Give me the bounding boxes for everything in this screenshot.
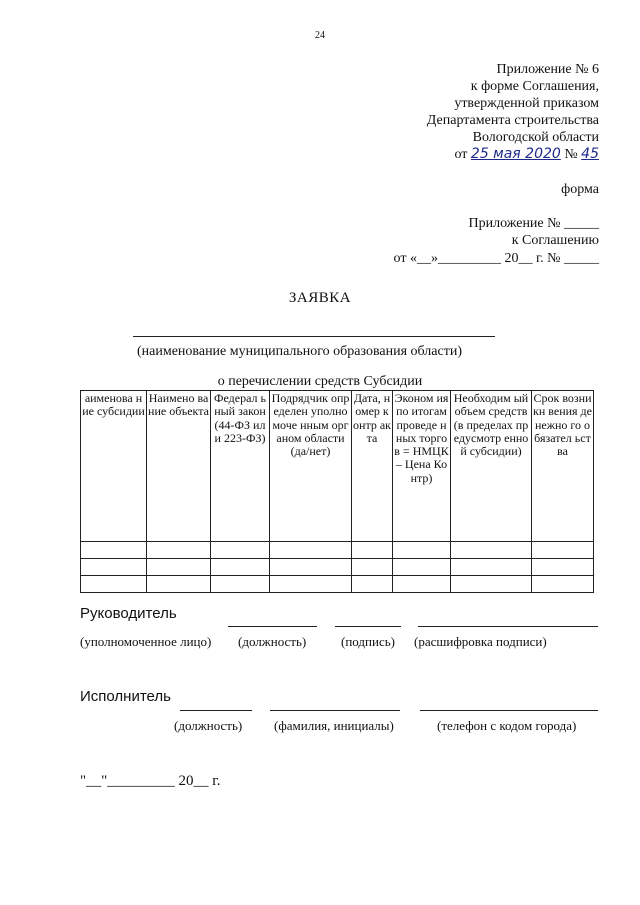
head-signature-line (335, 626, 401, 627)
table-row (81, 559, 594, 576)
head-position-line (228, 626, 317, 627)
head-caption-person: (уполномоченное лицо) (80, 634, 212, 649)
page-number: 24 (315, 30, 325, 41)
header-contractor: Подрядчик определен уполномоче нным органом области (да/нет) (270, 391, 352, 542)
header-savings: Эконом ия по итогам проведе нных торгов = НМЦК – Цена Контр) (393, 391, 451, 542)
municipality-line (133, 336, 495, 337)
executor-caption-position: (должность) (174, 718, 243, 733)
executor-caption-phone: (телефон с кодом города) (437, 718, 577, 733)
appendix-line-3: утвержденной приказом (454, 96, 599, 111)
head-label: Руководитель (80, 605, 177, 622)
header-required-funds: Необходим ый объем средств (в пределах предусмотр енной субсидии) (451, 391, 532, 542)
executor-phone-line (420, 710, 598, 711)
municipality-caption: (наименование муниципального образования области) (137, 344, 462, 359)
appendix2-line-2: к Соглашению (511, 233, 599, 248)
date-line: "__"_________ 20__ г. (80, 773, 221, 789)
head-caption-decoding: (расшифровка подписи) (414, 634, 547, 649)
table-header-row (81, 391, 594, 542)
executor-label: Исполнитель (80, 688, 171, 705)
number-sign: № (564, 147, 578, 162)
header-subsidy-name: аименова ние субсидии (81, 391, 147, 542)
header-obligation-term: Срок возникн вения денежно го обязател ьства (532, 391, 594, 542)
appendix-date-line (454, 146, 599, 163)
subsidy-table (80, 390, 594, 593)
executor-position-line (180, 710, 252, 711)
date-prefix: от (454, 147, 468, 162)
table-row (81, 576, 594, 593)
appendix-line-1: Приложение № 6 (496, 62, 599, 77)
handwritten-date: 25 мая 2020 (470, 146, 561, 162)
head-caption-signature: (подпись) (341, 634, 395, 649)
table-row (81, 542, 594, 559)
handwritten-number: 45 (581, 146, 599, 162)
executor-name-line (270, 710, 400, 711)
appendix2-line-3: от «__»_________ 20__ г. № _____ (393, 251, 599, 266)
executor-caption-name: (фамилия, инициалы) (274, 718, 394, 733)
subtitle: о перечислении средств Субсидии (217, 374, 423, 389)
document-title: ЗАЯВКА (288, 290, 352, 306)
appendix-line-4: Департамента строительства (426, 113, 599, 128)
header-federal-law: Федерал ьный закон (44-ФЗ или 223-ФЗ) (211, 391, 270, 542)
appendix-line-2: к форме Соглашения, (470, 79, 599, 94)
header-contract-date: Дата, номер контр акта (352, 391, 393, 542)
head-decoding-line (418, 626, 598, 627)
header-object-name: Наимено вание объекта (147, 391, 211, 542)
head-caption-position: (должность) (238, 634, 307, 649)
appendix2-line-1: Приложение № _____ (468, 216, 599, 231)
appendix-line-5: Вологодской области (472, 130, 599, 145)
form-label: форма (561, 182, 599, 197)
